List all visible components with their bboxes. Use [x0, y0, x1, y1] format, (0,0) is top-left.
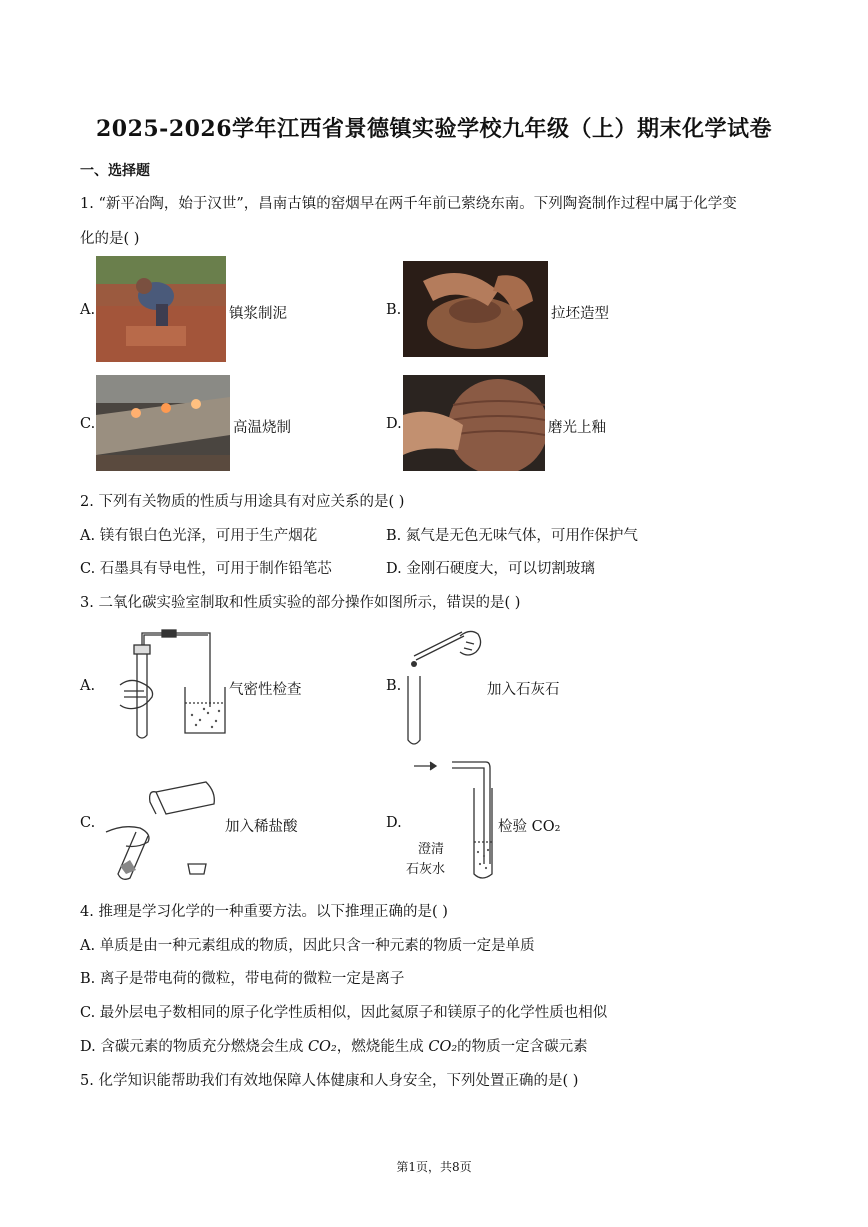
- q3-option-b-letter: B.: [386, 678, 402, 694]
- q2-option-c: C. 石墨具有导电性，可用于制作铅笔芯: [80, 561, 332, 577]
- q4-option-d-part3: 的物质一定含碳元素: [457, 1039, 588, 1055]
- q1-option-d-caption: 磨光上釉: [548, 420, 606, 436]
- q1-option-d-letter: D.: [386, 416, 402, 432]
- q2-option-a: A. 镁有银白色光泽，可用于生产烟花: [80, 528, 318, 544]
- q3-option-b-caption: 加入石灰石: [487, 682, 560, 698]
- q1-stem-line1: 1. “新平冶陶，始于汉世”，昌南古镇的窑烟早在两千年前已萦绕东南。下列陶瓷制作过程中属于化学变: [80, 196, 737, 212]
- q1-option-b-caption: 拉坯造型: [551, 306, 609, 322]
- section-heading: 一、选择题: [80, 163, 150, 179]
- q1-option-d-photo: [403, 375, 545, 471]
- airtightness-check-diagram: [100, 625, 230, 740]
- page-footer: 第1页，共8页: [396, 1160, 472, 1174]
- limewater-label-line1: 澄清: [417, 842, 444, 857]
- q4-option-d-chem2: CO₂: [428, 1039, 458, 1055]
- q4-option-b: B. 离子是带电荷的微粒，带电荷的微粒一定是离子: [80, 971, 405, 987]
- add-limestone-diagram: [400, 622, 495, 747]
- q2-option-d: D. 金刚石硬度大，可以切割玻璃: [386, 561, 595, 577]
- q3-option-a-letter: A.: [80, 678, 96, 694]
- q5-stem: 5. 化学知识能帮助我们有效地保障人体健康和人身安全，下列处置正确的是( ): [80, 1073, 579, 1089]
- q1-option-b-letter: B.: [386, 302, 402, 318]
- q1-option-a-photo: [96, 256, 226, 362]
- q4-option-d: [80, 1035, 588, 1056]
- q1-option-c-photo: [96, 375, 230, 471]
- q4-option-a: A. 单质是由一种元素组成的物质，因此只含一种元素的物质一定是单质: [80, 938, 535, 954]
- q4-stem: 4. 推理是学习化学的一种重要方法。以下推理正确的是( ): [80, 904, 448, 920]
- q2-stem: 2. 下列有关物质的性质与用途具有对应关系的是( ): [80, 494, 405, 510]
- q3-stem: 3. 二氧化碳实验室制取和性质实验的部分操作如图所示，错误的是( ): [80, 595, 521, 611]
- q3-option-d-caption: 检验 CO₂: [498, 819, 561, 835]
- q3-option-c-caption: 加入稀盐酸: [225, 819, 298, 835]
- q1-option-c-letter: C.: [80, 416, 96, 432]
- q1-option-a-letter: A.: [80, 302, 96, 318]
- page-title: 2025-2026学年江西省景德镇实验学校九年级（上）期末化学试卷: [95, 116, 773, 142]
- q4-option-d-part2: ，燃烧能生成: [336, 1039, 429, 1055]
- q3-option-c-letter: C.: [80, 815, 96, 831]
- q1-stem-line2: 化的是( ): [80, 231, 140, 247]
- q3-option-d-letter: D.: [386, 815, 402, 831]
- q3-option-a-caption: 气密性检查: [229, 682, 302, 698]
- q4-option-c: C. 最外层电子数相同的原子化学性质相似，因此氦原子和镁原子的化学性质也相似: [80, 1005, 608, 1021]
- q2-option-b: B. 氮气是无色无味气体，可用作保护气: [386, 528, 638, 544]
- q4-option-d-part1: D. 含碳元素的物质充分燃烧会生成: [80, 1039, 308, 1055]
- limewater-label-line2: 石灰水: [406, 862, 446, 877]
- q4-option-d-chem1: CO₂: [307, 1039, 337, 1055]
- q1-option-b-photo: [403, 261, 548, 357]
- add-dilute-acid-diagram: [96, 762, 226, 887]
- q1-option-a-caption: 镇浆制泥: [229, 306, 287, 322]
- q1-option-c-caption: 高温烧制: [233, 420, 291, 436]
